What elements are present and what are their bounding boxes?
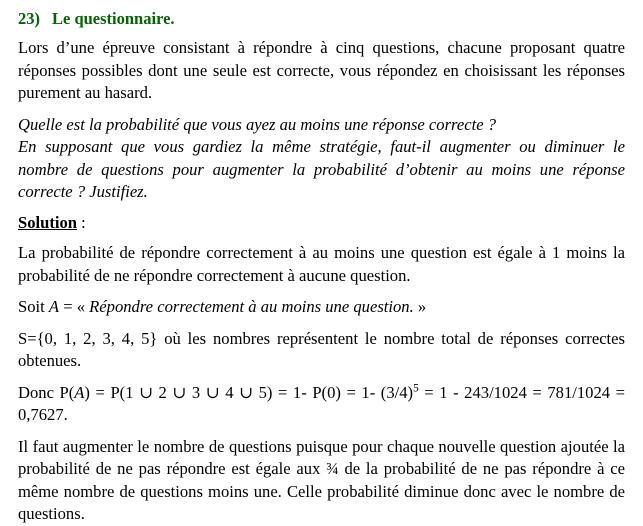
exercise-heading <box>18 8 625 30</box>
sample-space-paragraph <box>18 328 625 373</box>
event-suffix: » <box>413 297 427 317</box>
question-1: Quelle est la probabilité que vous ayez au moins une réponse correcte ? <box>18 114 497 134</box>
statement-paragraph: Lors d’une épreuve consistant à répondre à cinq questions, chacune proposant quatre réponses possibles dont une seule est correcte, vous répondez en choisissant les réponses purement au hasard. <box>18 38 625 103</box>
event-variable: A <box>48 297 60 317</box>
solution-label <box>18 212 625 234</box>
questions-block <box>18 114 625 204</box>
event-prefix: Soit <box>18 297 49 317</box>
computation-paragraph <box>18 382 625 427</box>
solution-paragraph-1: La probabilité de répondre correctement à au moins une question est égale à 1 moins la probabilité de ne répondre correctement à aucune question. <box>18 243 625 285</box>
sample-space-text: où les nombres représentent le nombre total de réponses correctes obtenues. <box>18 328 625 371</box>
sample-space-set: S={0, 1, 2, 3, 4, 5} <box>18 328 158 348</box>
exercise-number: 23) <box>18 9 40 28</box>
computation-variable: A <box>74 382 85 402</box>
conclusion-paragraph: Il faut augmenter le nombre de questions puisque pour chaque nouvelle question ajoutée la probabilité de ne pas répondre est égale aux ¾ de la probabilité de ne pas répondre à ce même nombre de questions moins une. Celle probabilité diminue donc avec le nombre de questions. <box>18 436 625 524</box>
solution-label-text: Solution <box>18 213 78 233</box>
question-2: En supposant que vous gardiez la même stratégie, faut-il augmenter ou diminuer le nombre de questions pour augmenter la probabilité d’obtenir au moins une réponse correcte ? Justifiez. <box>18 137 625 201</box>
computation-exponent: 5 <box>413 382 419 395</box>
event-text: Répondre correctement à au moins une question. <box>89 297 414 317</box>
computation-prefix: Donc P( <box>18 382 75 402</box>
solution-label-colon: : <box>77 213 86 233</box>
exercise-title: Le questionnaire. <box>52 9 175 28</box>
computation-body-1: ) = P(1 ∪ 2 ∪ 3 ∪ 4 ∪ 5) = 1- P(0) = 1- (3/4) <box>84 382 414 402</box>
computation-body-2: = 1 - 243/1024 = 781/1024 = 0,7627. <box>18 382 625 425</box>
event-definition <box>18 296 625 319</box>
event-equals: = « <box>59 297 90 317</box>
